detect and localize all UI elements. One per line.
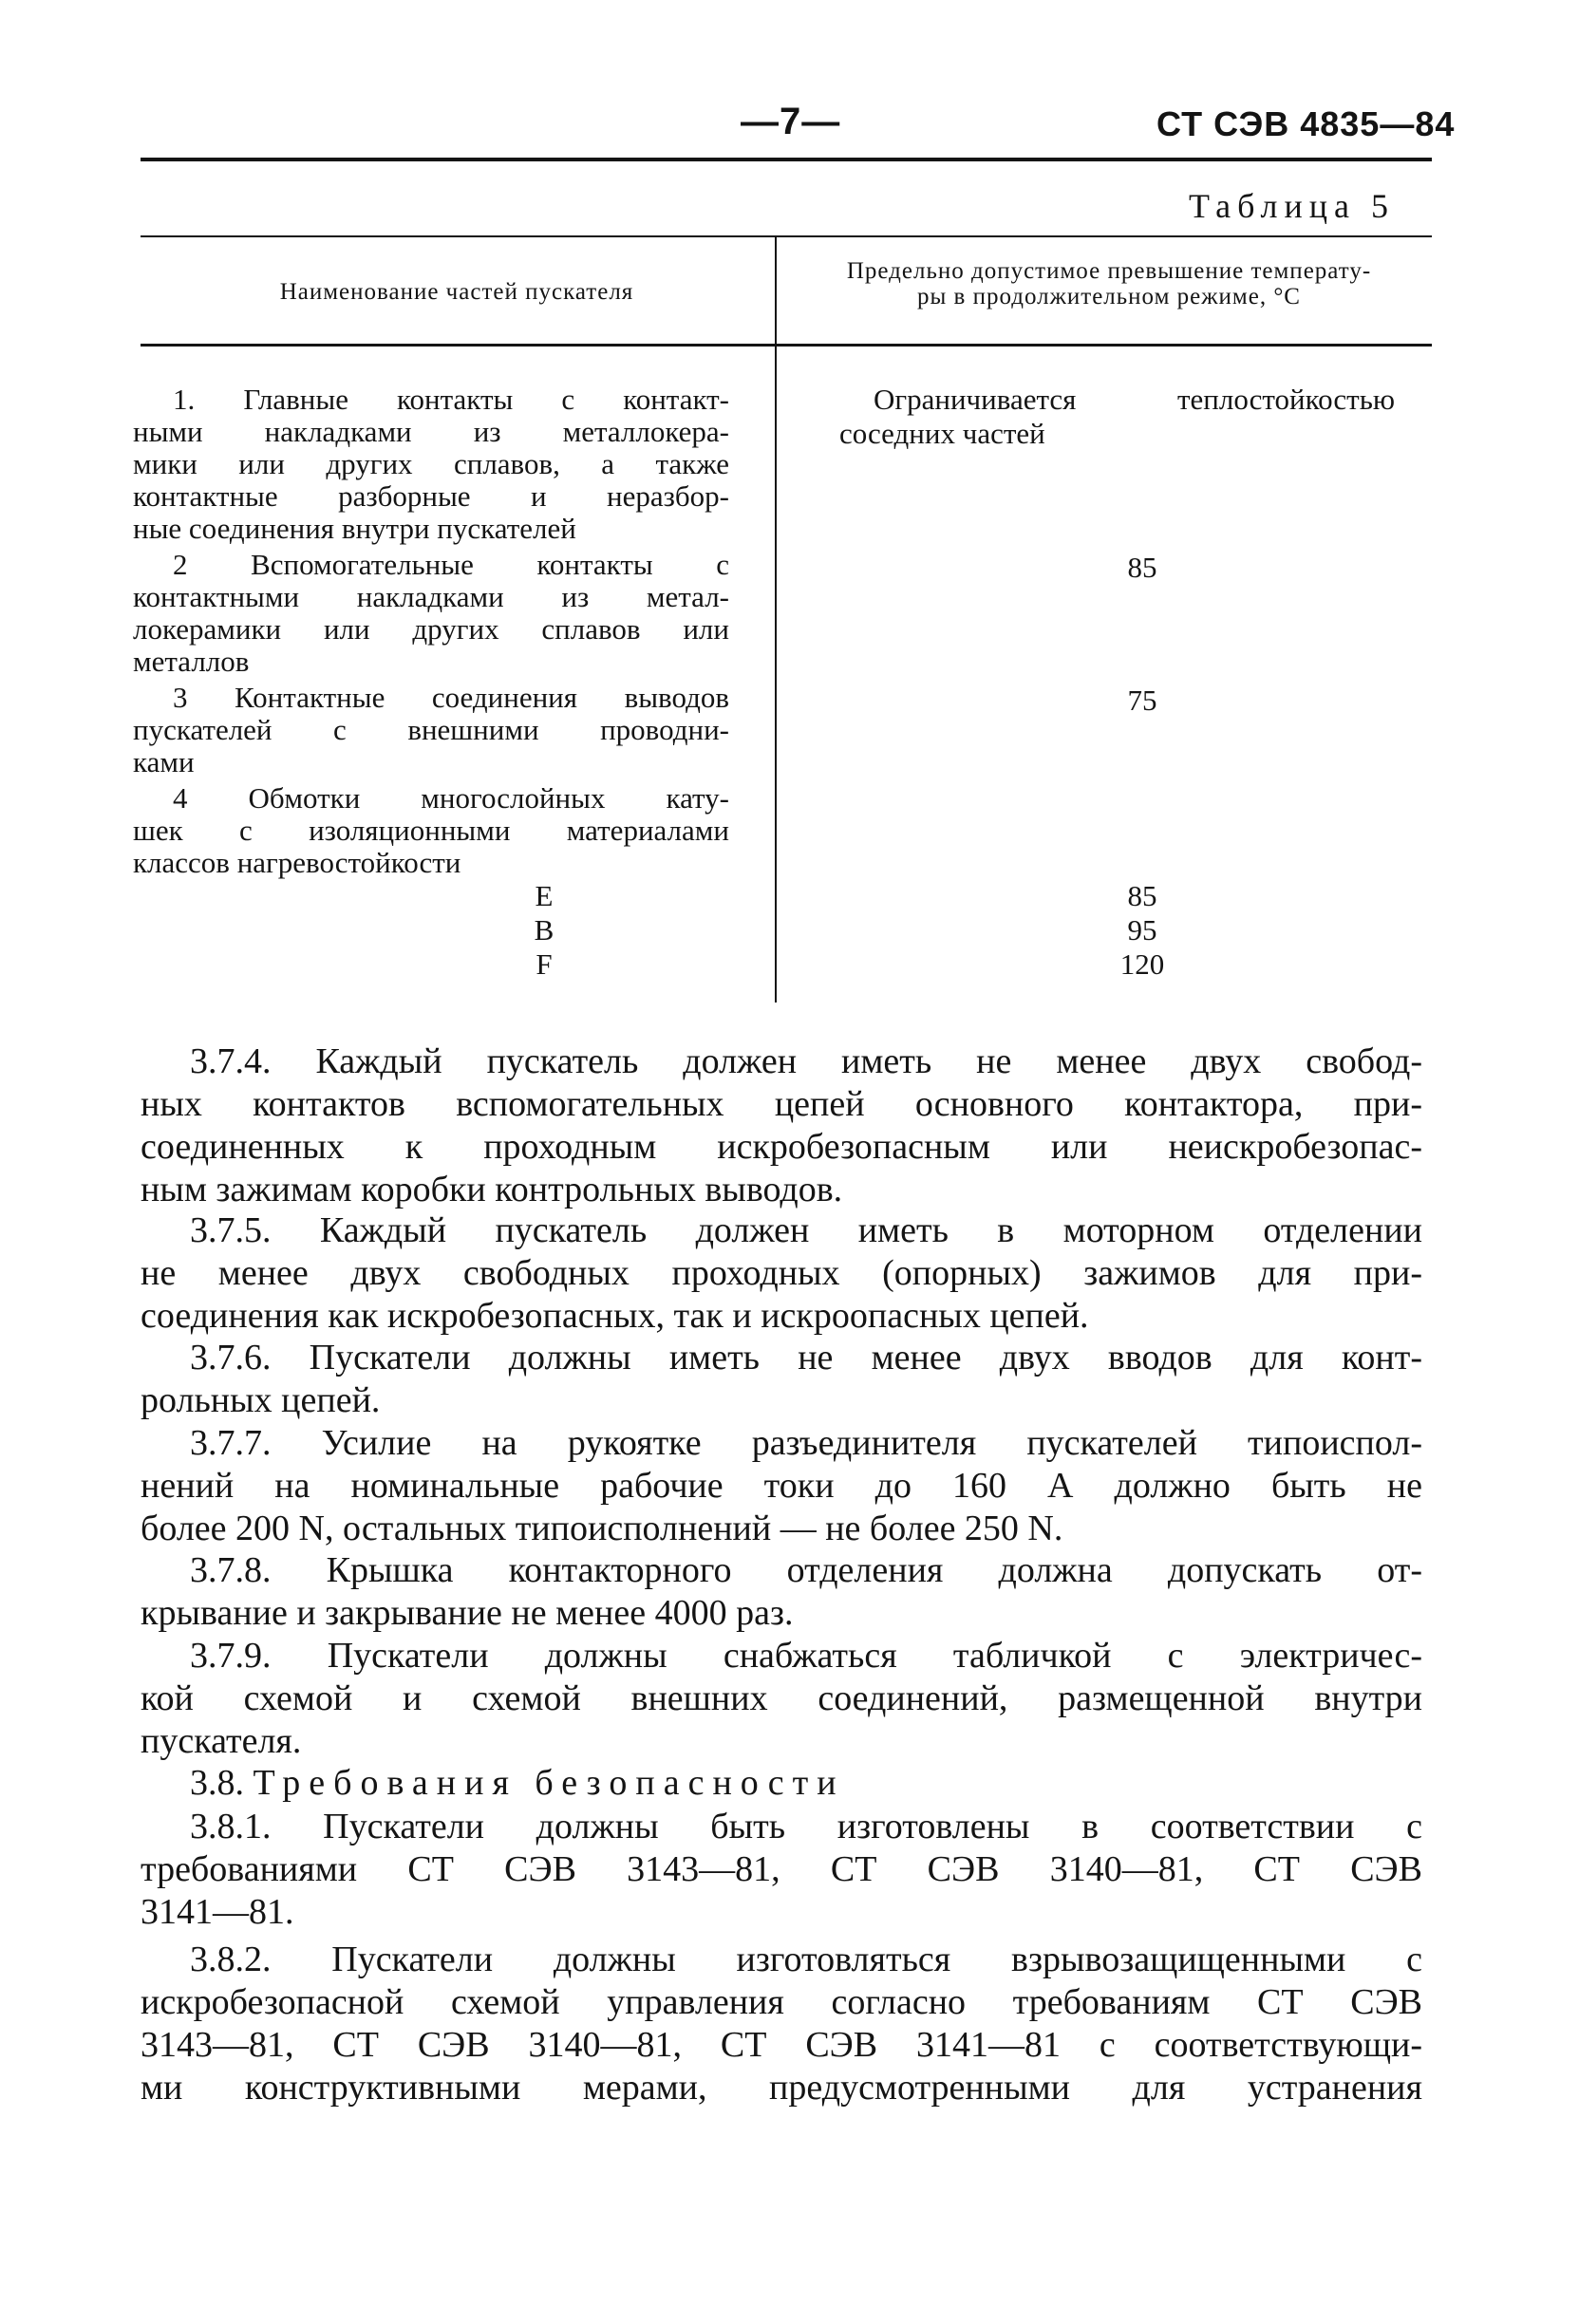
text-line: 3.8.1. Пускатели должны быть изготовлены в соответствии с [190, 1807, 1422, 1846]
paragraph-3-7-9 [141, 1635, 1422, 1763]
paragraph-3-7-7 [141, 1422, 1422, 1550]
paragraph-3-8-1 [141, 1806, 1422, 1934]
section-3-8-heading [141, 1762, 1422, 1805]
paragraph-3-7-8 [141, 1549, 1422, 1635]
table-subrow-value: 120 [1119, 947, 1165, 981]
paragraph-3-7-5 [141, 1209, 1422, 1338]
text-line: искробезопасной схемой управления согласно требованиям СТ СЭВ [141, 1982, 1422, 2022]
text-line: соединения как искробезопасных, так и искроопасных цепей. [141, 1296, 1089, 1336]
text-line: ным зажимам коробки контрольных выводов. [141, 1170, 843, 1209]
paragraph-3-8-2 [141, 1939, 1422, 2109]
table-subrow-value: 85 [1127, 879, 1157, 912]
table-cell-line: контактными накладками из метал- [133, 580, 729, 613]
table-cell-line: классов нагревостойкости [133, 846, 461, 879]
table-row-1-value-b: теплостойкостью [1177, 383, 1395, 416]
text-line: 3.8.2. Пускатели должны изготовляться взрывозащищенными с [190, 1940, 1422, 1979]
text-line: более 200 N, остальных типоисполнений — не более 250 N. [141, 1509, 1063, 1548]
table-subrow-class: F [536, 947, 553, 981]
table-caption: Таблица 5 [1189, 187, 1395, 225]
column-header-parts: Наименование частей пускателя [279, 279, 634, 305]
text-line: не менее двух свободных проходных (опорных) зажимов для при- [141, 1253, 1422, 1293]
header-rule [141, 158, 1432, 161]
table-row-3-value: 75 [1127, 684, 1157, 717]
text-line: нений на номинальные рабочие токи до 160 А должно быть не [141, 1466, 1422, 1506]
table-cell-line: мики или других сплавов, а также [133, 447, 729, 480]
table-cell-line: ными накладками из металлокера- [133, 415, 729, 448]
table-row-4-name [133, 782, 729, 879]
table-cell-line: металлов [133, 645, 250, 678]
text-line: пускателя. [141, 1721, 302, 1761]
text-line: 3143—81, СТ СЭВ 3140—81, СТ СЭВ 3141—81 с соответствующи- [141, 2025, 1422, 2065]
page-number: —7— [741, 101, 841, 142]
paragraph-3-7-4 [141, 1040, 1422, 1211]
table-cell-line: шек с изоляционными материалами [133, 814, 729, 847]
text-line: ми конструктивными мерами, предусмотренными для устранения [141, 2068, 1422, 2108]
text-line: ных контактов вспомогательных цепей основного контактора, при- [141, 1084, 1422, 1124]
text-line: 3141—81. [141, 1892, 294, 1932]
paragraph-3-7-6 [141, 1337, 1422, 1422]
table-row-2-name [133, 549, 729, 678]
table-header-rule [141, 344, 1432, 347]
column-header-temperature [786, 258, 1432, 309]
table-cell-line: 1. Главные контакты с контакт- [173, 383, 729, 416]
table-cell-line: пускателей с внешними проводни- [133, 713, 729, 746]
table-row-2-value: 85 [1127, 551, 1157, 584]
table-cell-line: 3 Контактные соединения выводов [173, 681, 729, 714]
table-cell-line: ные соединения внутри пускателей [133, 512, 576, 545]
text-line: 3.7.4. Каждый пускатель должен иметь не менее двух свобод- [190, 1041, 1422, 1081]
text-line: кой схемой и схемой внешних соединений, размещенной внутри [141, 1678, 1422, 1718]
table-cell-line: ками [133, 745, 195, 778]
text-line: крывание и закрывание не менее 4000 раз. [141, 1593, 794, 1633]
text-line: требованиями СТ СЭВ 3143—81, СТ СЭВ 3140—81, СТ СЭВ [141, 1849, 1422, 1889]
table-cell-line: контактные разборные и неразбор- [133, 479, 729, 513]
table-row-3-name [133, 682, 729, 778]
text-line: 3.7.9. Пускатели должны снабжаться табличкой с электричес- [190, 1636, 1422, 1676]
table-subrow-class: B [534, 913, 555, 946]
section-title: Требования безопасности [253, 1763, 845, 1803]
table-subrow-class: E [535, 879, 554, 912]
table-cell-line: 2 Вспомогательные контакты с [173, 548, 729, 581]
table-row-1-value-a: Ограничивается [874, 383, 1077, 416]
table-row-1-value-c: соседних частей [839, 417, 1045, 450]
table-cell-line: локерамики или других сплавов или [133, 612, 729, 646]
standard-designation: СТ СЭВ 4835—84 [1156, 104, 1456, 143]
text-line: 3.7.5. Каждый пускатель должен иметь в моторном отделении [190, 1210, 1422, 1250]
section-heading-line [141, 1762, 1422, 1805]
table-row-1-name [133, 384, 729, 545]
column-header-line: ры в продолжительном режиме, °С [917, 284, 1301, 309]
text-line: рольных цепей. [141, 1380, 381, 1420]
table-cell-line: 4 Обмотки многослойных кату- [173, 781, 729, 815]
column-header-line: Предельно допустимое превышение температу- [846, 258, 1372, 284]
text-line: 3.7.8. Крышка контакторного отделения должна допускать от- [190, 1550, 1422, 1590]
table-subrow-value: 95 [1127, 913, 1157, 946]
text-line: 3.7.7. Усилие на рукоятке разъединителя пускателей типоиспол- [190, 1423, 1422, 1463]
section-number: 3.8. [190, 1763, 244, 1803]
table-column-divider [775, 237, 777, 1003]
table-top-rule [141, 235, 1432, 237]
text-line: 3.7.6. Пускатели должны иметь не менее двух вводов для конт- [190, 1338, 1422, 1378]
text-line: соединенных к проходным искробезопасным или неискробезопас- [141, 1127, 1422, 1167]
